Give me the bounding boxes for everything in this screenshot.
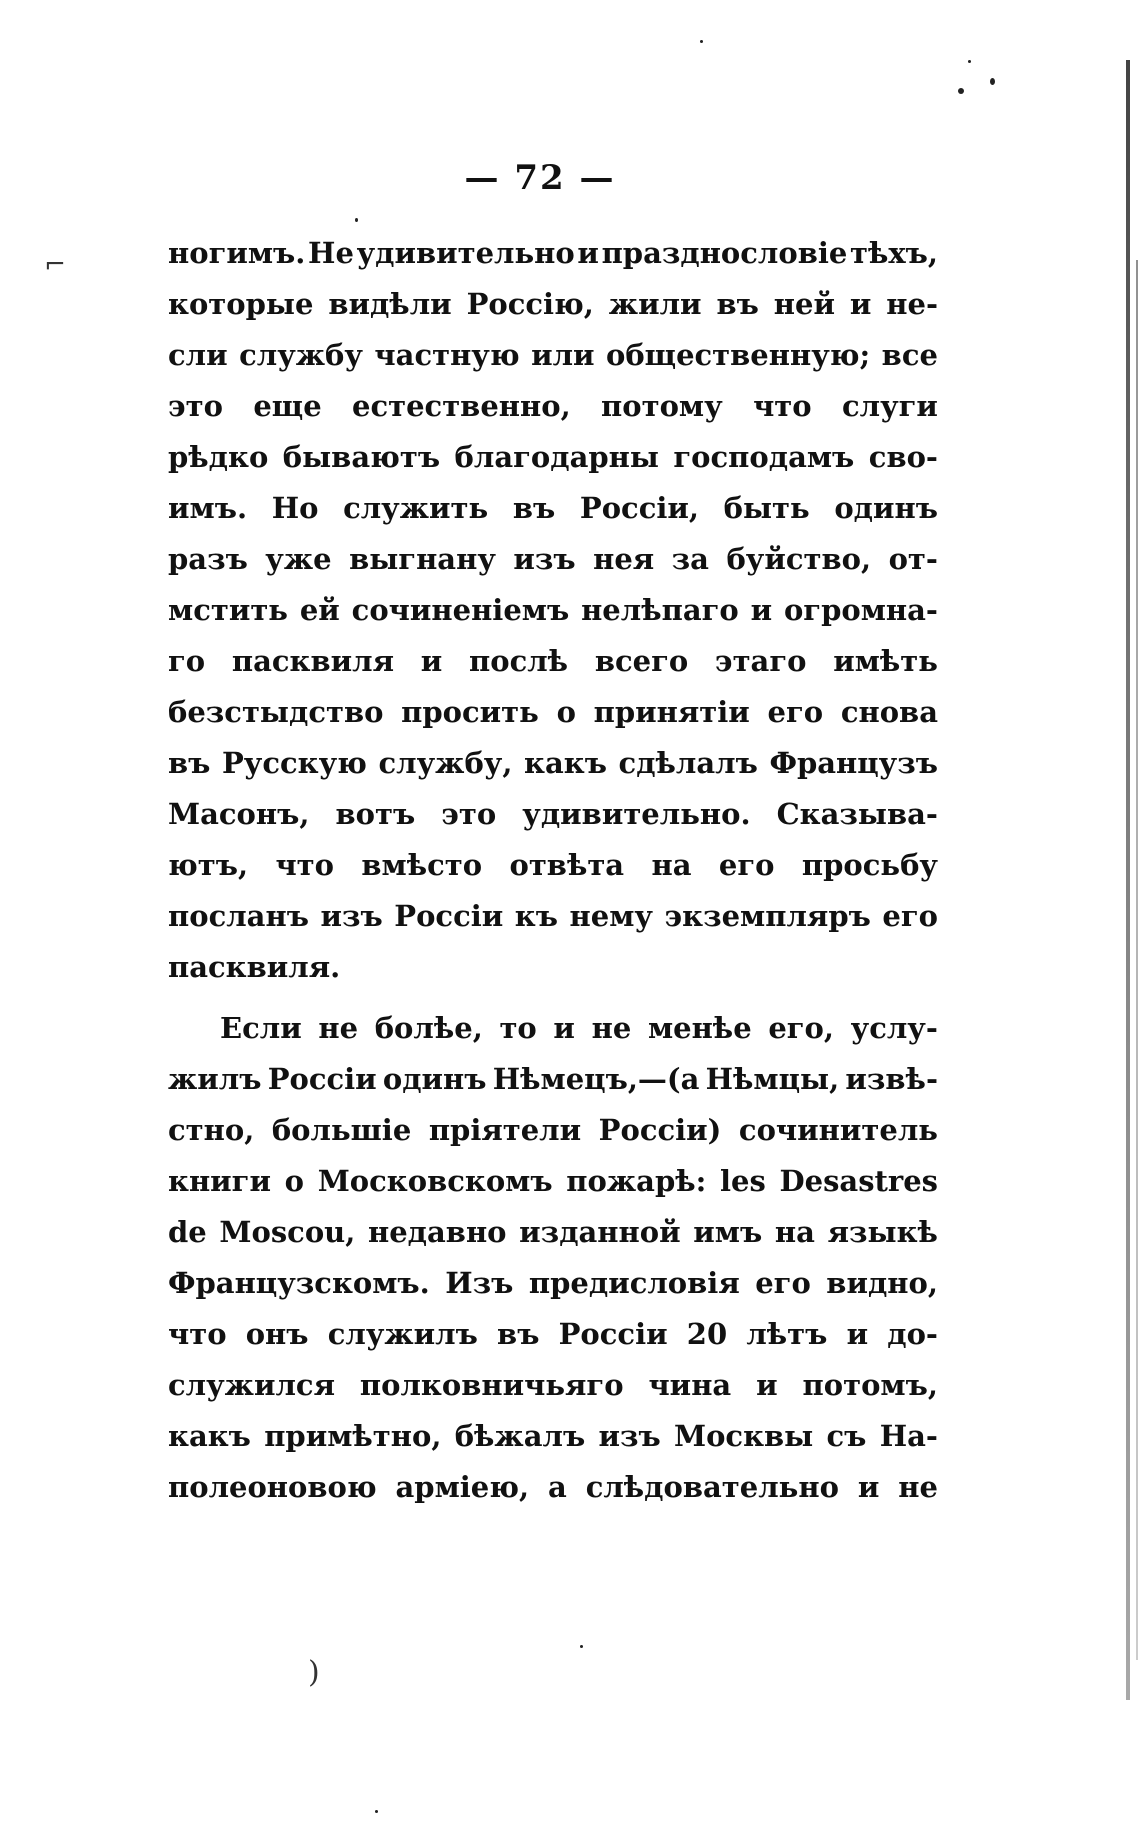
- word: и: [756, 1368, 778, 1402]
- word: слуги: [841, 389, 938, 423]
- paragraph: [168, 228, 938, 993]
- word: Россію,: [466, 287, 594, 321]
- text-line: [168, 279, 938, 330]
- word: чина: [648, 1368, 732, 1402]
- word: онъ: [245, 1317, 309, 1351]
- word: и: [846, 1317, 869, 1351]
- word: принятіи: [593, 695, 750, 729]
- word: сли: [168, 338, 228, 372]
- word: которые: [168, 287, 314, 321]
- word: служить: [343, 491, 489, 525]
- word: Но: [271, 491, 319, 525]
- word: языкѣ: [827, 1215, 938, 1249]
- word: и: [577, 236, 599, 270]
- word: бѣжалъ: [454, 1419, 586, 1453]
- word: удивительно: [356, 236, 575, 270]
- word: примѣтно,: [264, 1419, 442, 1453]
- word: болѣе,: [374, 1011, 483, 1045]
- word: Россіи: [267, 1062, 377, 1096]
- word: всего: [594, 644, 689, 678]
- word: Если: [220, 1011, 302, 1045]
- word: Французъ: [769, 746, 938, 780]
- word: имъ: [693, 1215, 763, 1249]
- word: Desastres: [779, 1164, 938, 1198]
- page-number: — 72 —: [464, 158, 616, 198]
- word: рѣдко: [168, 440, 269, 474]
- word: ней: [773, 287, 835, 321]
- word: что: [753, 389, 812, 423]
- word: пріятели: [428, 1113, 582, 1147]
- word: мстить: [168, 593, 288, 627]
- margin-mark: ⌐: [44, 250, 66, 280]
- scan-speck: [990, 78, 995, 85]
- text-line: [168, 432, 938, 483]
- word: Масонъ,: [168, 797, 310, 831]
- text-line: [168, 534, 938, 585]
- text-line: [168, 1360, 938, 1411]
- word: безстыдство: [168, 695, 384, 729]
- word: Московскомъ: [317, 1164, 553, 1198]
- word: Москвы: [673, 1419, 814, 1453]
- text-line: [168, 738, 938, 789]
- margin-mark: ): [308, 1655, 320, 1690]
- word: пожарѣ:: [566, 1164, 707, 1198]
- word: нелѣпаго: [581, 593, 739, 627]
- scan-speck: [968, 60, 971, 63]
- word: служился: [168, 1368, 335, 1402]
- word: господамъ: [673, 440, 855, 474]
- word: его: [718, 848, 775, 882]
- word: не: [318, 1011, 359, 1045]
- word: что: [275, 848, 334, 882]
- word: большіе: [271, 1113, 412, 1147]
- word: до-: [887, 1317, 938, 1351]
- word: изъ: [598, 1419, 661, 1453]
- text-line: [168, 636, 938, 687]
- word: или: [531, 338, 595, 372]
- word: разъ: [168, 542, 248, 576]
- word: жилъ: [168, 1062, 262, 1096]
- word: изданной: [519, 1215, 681, 1249]
- word: выгнану: [349, 542, 496, 576]
- word: вотъ: [335, 797, 416, 831]
- word: стно,: [168, 1113, 255, 1147]
- word: какъ: [168, 1419, 251, 1453]
- word: не: [898, 1470, 938, 1504]
- word: къ: [514, 899, 558, 933]
- word: удивительно.: [522, 797, 751, 831]
- word: въ: [512, 491, 556, 525]
- word: что: [168, 1317, 227, 1351]
- word: потомъ,: [802, 1368, 938, 1402]
- word: Нѣмцы,: [705, 1062, 840, 1096]
- scan-speck: [355, 218, 358, 222]
- word: Россіи: [558, 1317, 668, 1351]
- word: и: [849, 287, 872, 321]
- word: жили: [608, 287, 702, 321]
- text-line: [168, 1258, 938, 1309]
- word: просить: [401, 695, 539, 729]
- word: пасквиля.: [168, 950, 341, 984]
- word: Нѣмецъ,—(а: [492, 1062, 700, 1096]
- word: его,: [768, 1011, 834, 1045]
- word: благодарны: [454, 440, 659, 474]
- word: его: [767, 695, 824, 729]
- word: сво-: [868, 440, 938, 474]
- word: от-: [888, 542, 938, 576]
- word: ногимъ.: [168, 236, 306, 270]
- word: и: [857, 1470, 880, 1504]
- word: Русскую: [221, 746, 367, 780]
- word: отвѣта: [509, 848, 625, 882]
- text-line: [168, 483, 938, 534]
- word: общественную;: [606, 338, 871, 372]
- word: имѣть: [833, 644, 938, 678]
- scan-speck: [958, 88, 964, 94]
- text-line: [168, 1054, 938, 1105]
- text-line: [168, 1207, 938, 1258]
- word: потому: [601, 389, 723, 423]
- text-line: [168, 840, 938, 891]
- word: не-: [886, 287, 938, 321]
- text-line: [168, 381, 938, 432]
- text-line: [168, 330, 938, 381]
- word: еще: [253, 389, 322, 423]
- word: сдѣлалъ: [618, 746, 758, 780]
- text-line: [168, 1411, 938, 1462]
- scan-speck: [580, 1645, 583, 1648]
- word: одинъ: [382, 1062, 487, 1096]
- word: Moscou,: [219, 1215, 356, 1249]
- text-line: [168, 1462, 938, 1513]
- text-line: [168, 1156, 938, 1207]
- text-line: [168, 585, 938, 636]
- word: изъ: [513, 542, 576, 576]
- word: арміею,: [395, 1470, 530, 1504]
- word: имъ.: [168, 491, 248, 525]
- scan-speck: [700, 40, 703, 43]
- word: экземпляръ: [664, 899, 871, 933]
- word: предисловія: [528, 1266, 740, 1300]
- text-line: [168, 1105, 938, 1156]
- word: ей: [299, 593, 340, 627]
- word: и: [553, 1011, 575, 1045]
- word: лѣтъ: [746, 1317, 828, 1351]
- word: просьбу: [801, 848, 938, 882]
- paragraph: [168, 1003, 938, 1513]
- word: съ: [826, 1419, 867, 1453]
- word: естественно,: [352, 389, 571, 423]
- word: Россіи: [394, 899, 504, 933]
- word: на: [774, 1215, 815, 1249]
- text-line: [168, 1003, 938, 1054]
- word: и: [420, 644, 443, 678]
- word: de: [168, 1215, 207, 1249]
- word: нея: [593, 542, 655, 576]
- word: послѣ: [469, 644, 569, 678]
- word: огромна-: [783, 593, 938, 627]
- word: это: [168, 389, 223, 423]
- word: службу,: [378, 746, 513, 780]
- word: буйство,: [726, 542, 872, 576]
- word: видѣли: [328, 287, 452, 321]
- word: службу: [239, 338, 363, 372]
- word: и: [750, 593, 773, 627]
- word: Сказыва-: [776, 797, 938, 831]
- word: его: [755, 1266, 811, 1300]
- word: одинъ: [834, 491, 938, 525]
- word: о: [556, 695, 576, 729]
- word: не: [591, 1011, 632, 1045]
- text-line: [168, 687, 938, 738]
- word: На-: [879, 1419, 938, 1453]
- word: въ: [497, 1317, 540, 1351]
- word: въ: [168, 746, 211, 780]
- word: изъ: [320, 899, 383, 933]
- word: частную: [374, 338, 520, 372]
- word: посланъ: [168, 899, 309, 933]
- word: празднословіе: [601, 236, 848, 270]
- word: сочиненіемъ: [351, 593, 570, 627]
- word: а: [547, 1470, 567, 1504]
- word: все: [881, 338, 938, 372]
- word: го: [168, 644, 206, 678]
- word: сочинитель: [738, 1113, 938, 1147]
- word: недавно: [368, 1215, 507, 1249]
- word: менѣе: [647, 1011, 752, 1045]
- text-line: [168, 891, 938, 942]
- word: 20: [686, 1317, 728, 1351]
- word: бываютъ: [282, 440, 441, 474]
- word: Не: [308, 236, 354, 270]
- word: услу-: [850, 1011, 938, 1045]
- word: за: [671, 542, 709, 576]
- word: этаго: [714, 644, 807, 678]
- word: о: [284, 1164, 304, 1198]
- word: полковничьяго: [359, 1368, 624, 1402]
- word: видно,: [826, 1266, 938, 1300]
- word: Изъ: [445, 1266, 514, 1300]
- word: Россіи,: [579, 491, 699, 525]
- word: снова: [840, 695, 938, 729]
- text-line: [168, 228, 938, 279]
- word: les: [720, 1164, 766, 1198]
- page-edge-shadow: [1126, 60, 1130, 1700]
- scan-speck: [375, 1810, 378, 1813]
- word: на: [651, 848, 692, 882]
- word: его: [882, 899, 938, 933]
- text-line: [168, 789, 938, 840]
- word: слѣдовательно: [585, 1470, 839, 1504]
- word: Россіи): [598, 1113, 722, 1147]
- word: извѣ-: [845, 1062, 938, 1096]
- word: быть: [723, 491, 810, 525]
- word: тѣхъ,: [850, 236, 938, 270]
- word: то: [499, 1011, 537, 1045]
- word: въ: [716, 287, 759, 321]
- word: нему: [569, 899, 653, 933]
- word: уже: [265, 542, 332, 576]
- word: Французскомъ.: [168, 1266, 430, 1300]
- body-text: [168, 228, 938, 1513]
- word: какъ: [524, 746, 607, 780]
- word: полеоновою: [168, 1470, 377, 1504]
- text-line: [168, 942, 938, 993]
- word: пасквиля: [231, 644, 395, 678]
- word: ютъ,: [168, 848, 249, 882]
- word: это: [441, 797, 497, 831]
- word: служилъ: [327, 1317, 478, 1351]
- word: вмѣсто: [361, 848, 483, 882]
- text-line: [168, 1309, 938, 1360]
- word: книги: [168, 1164, 271, 1198]
- paragraph-gap: [168, 993, 938, 1003]
- page-edge-shadow-thin: [1136, 260, 1138, 1660]
